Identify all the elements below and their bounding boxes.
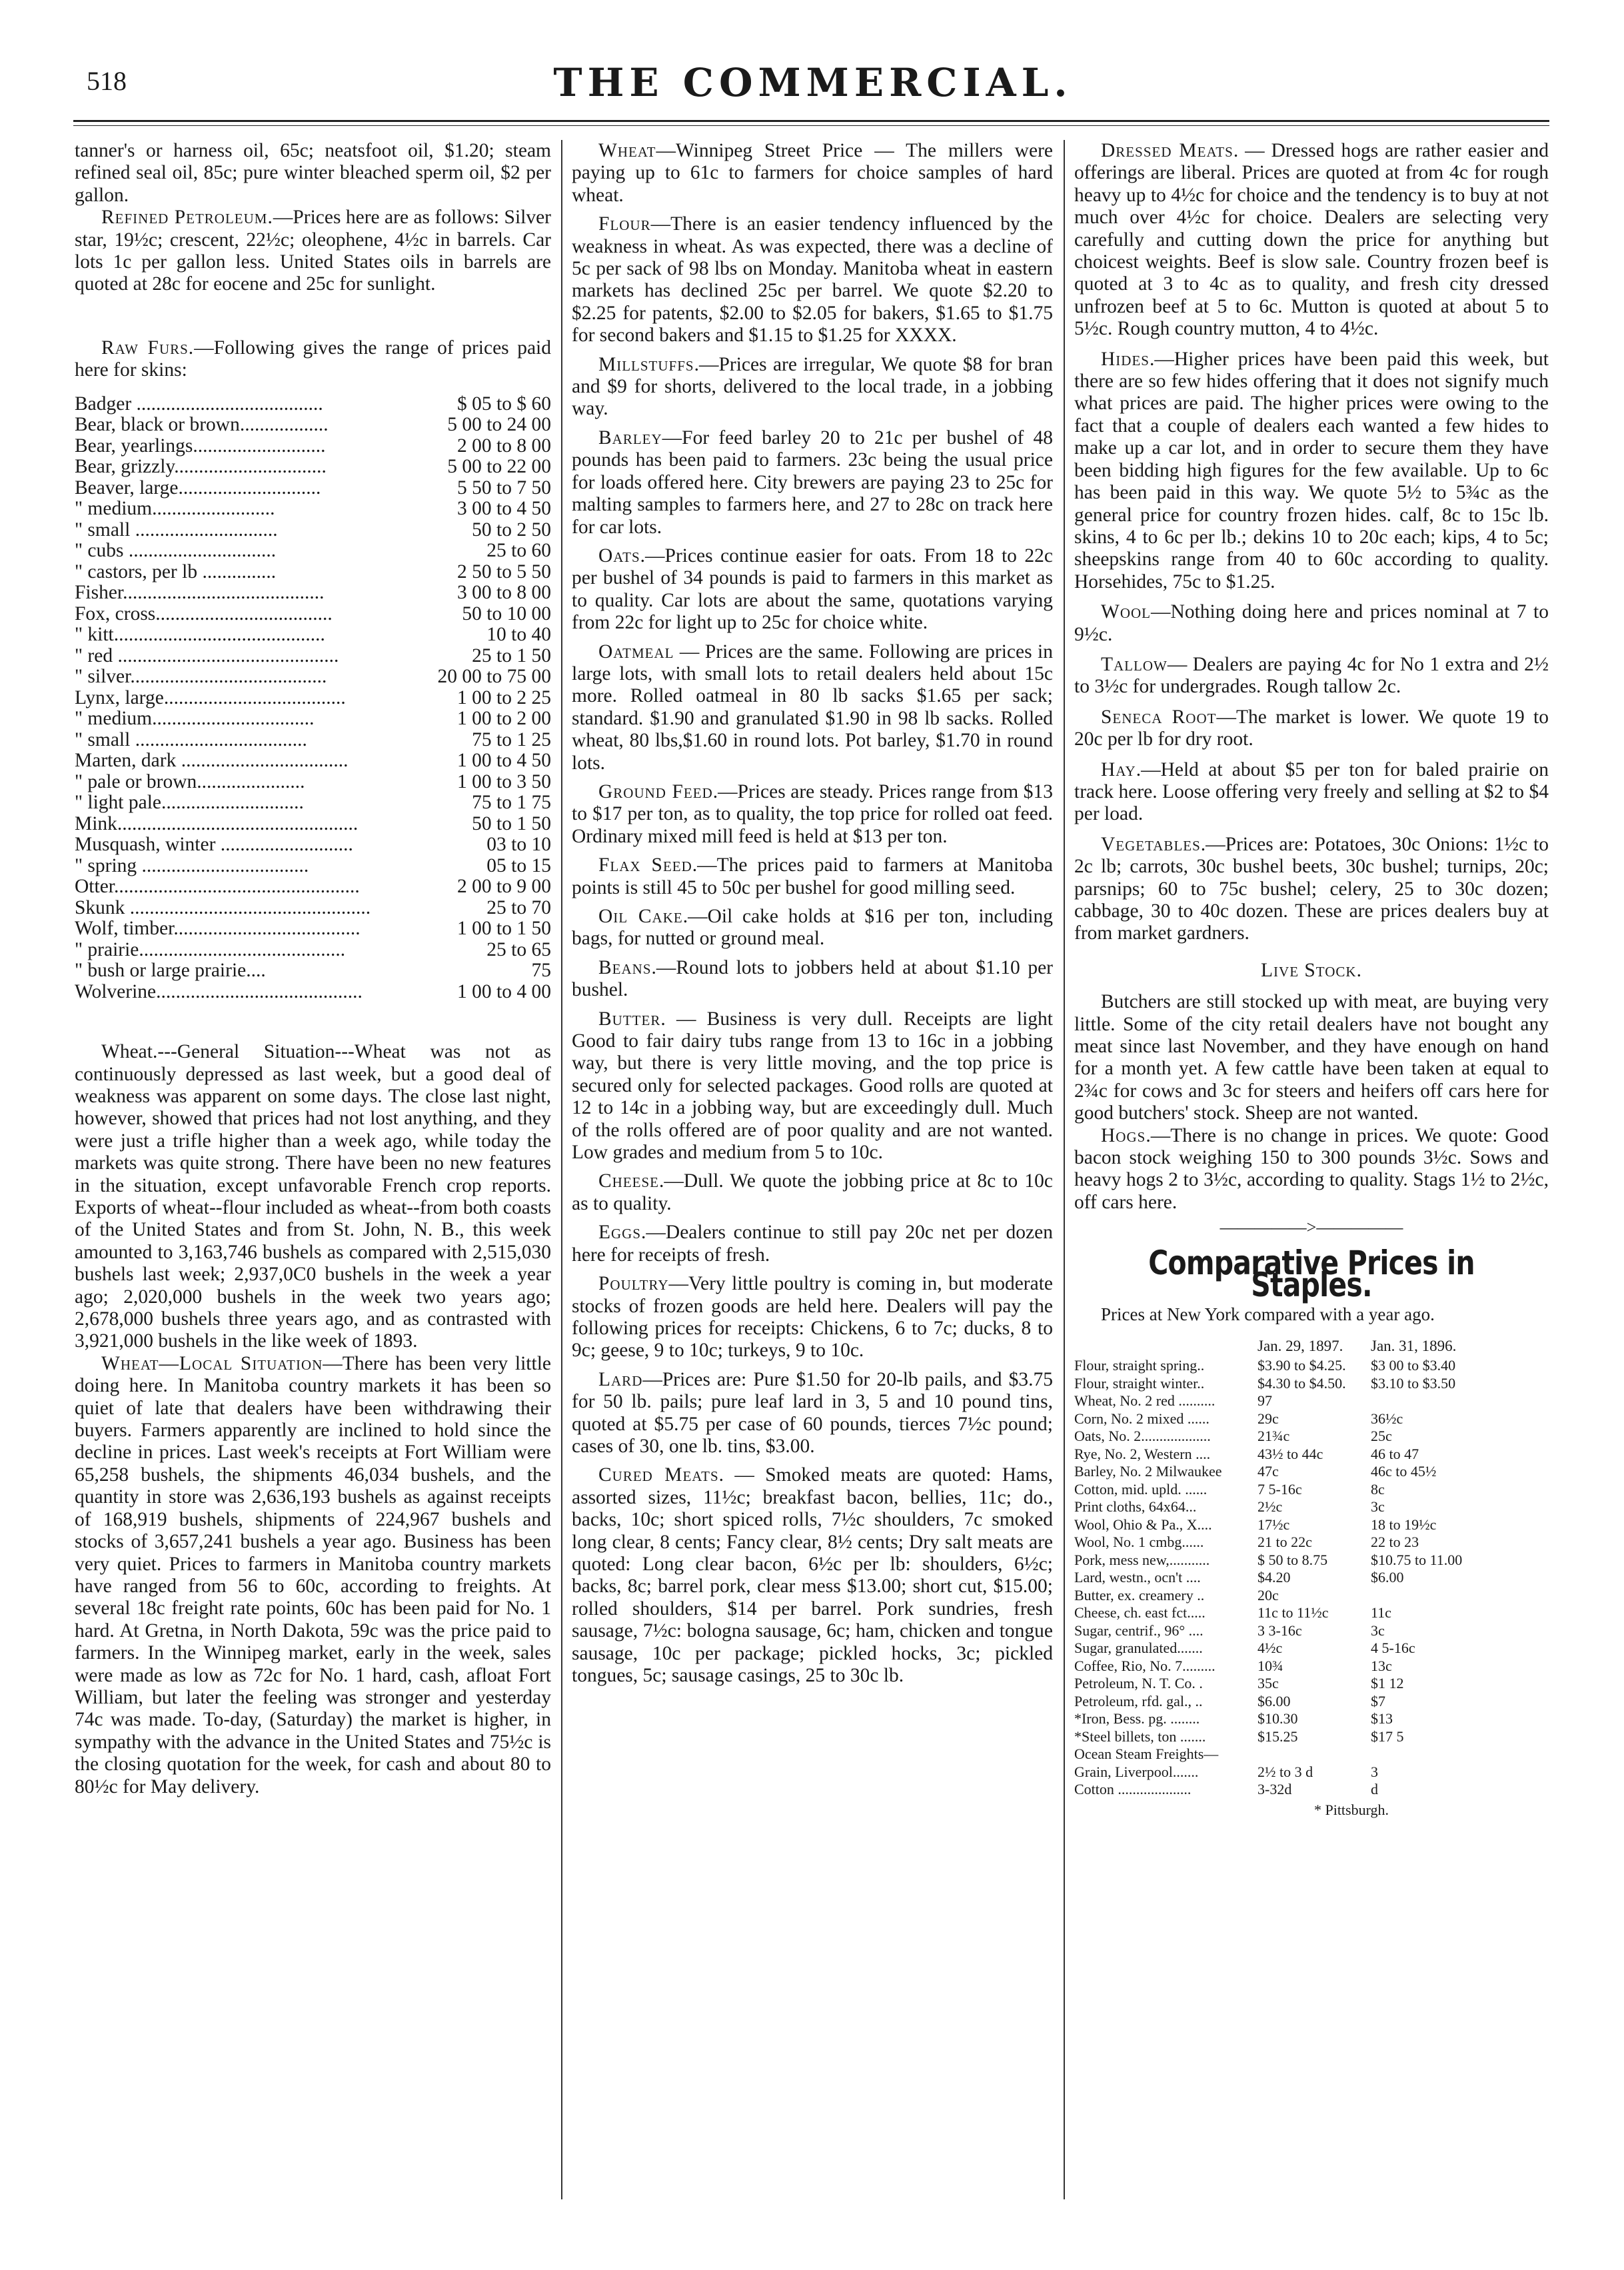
fur-price: 2 00 to 8 00 xyxy=(457,435,551,457)
staples-row xyxy=(1074,1375,1549,1393)
price-1897: 43½ to 44c xyxy=(1257,1445,1323,1462)
staples-col-1896: Jan. 31, 1896. xyxy=(1371,1337,1457,1354)
fur-price: 75 to 1 25 xyxy=(472,728,551,750)
section-heading: Barley xyxy=(598,427,662,449)
section-text: —Prices here are as follows: Silver star, 19½c; crescent, 22½c; oleophene, 4½c in barrels. Car lots 1c per gallon less. United States oils in barrels are quoted at 28c for eocene and 25c for sunlight. xyxy=(75,207,552,295)
price-1897: $4.30 to $4.50. xyxy=(1257,1374,1346,1392)
price-1897: 35c xyxy=(1257,1675,1279,1692)
price-1897: 10¾ xyxy=(1257,1657,1283,1674)
fur-name: Beaver, large............................. xyxy=(75,477,321,499)
price-1896: 4 5-16c xyxy=(1371,1640,1415,1657)
price-1896: $6.00 xyxy=(1371,1569,1404,1586)
price-1896: $3.10 to $3.50 xyxy=(1371,1374,1456,1392)
price-1896: $3 00 to $3.40 xyxy=(1371,1357,1456,1374)
furs-price-table xyxy=(75,394,551,1003)
fur-name: " cubs .............................. xyxy=(75,541,277,562)
market-paragraph xyxy=(1074,706,1549,751)
fur-row xyxy=(75,646,551,667)
section-heading: Poultry xyxy=(598,1273,669,1295)
staples-row xyxy=(1074,1428,1549,1446)
price-1896: $17 5 xyxy=(1371,1727,1404,1745)
section-heading: Raw Furs. xyxy=(101,337,195,359)
staple-item: Wheat, No. 2 red .......... xyxy=(1074,1392,1216,1410)
page-number: 518 xyxy=(87,66,127,96)
fur-name: Badger ...................................... xyxy=(75,393,323,415)
section-heading: Vegetables xyxy=(1101,833,1201,855)
fur-price: 2 50 to 5 50 xyxy=(457,561,551,582)
price-1896: 3 xyxy=(1371,1763,1378,1780)
market-paragraph xyxy=(572,1273,1053,1362)
staple-item: Barley, No. 2 Milwaukee xyxy=(1074,1463,1222,1480)
market-paragraph xyxy=(572,906,1053,950)
staple-item: Flour, straight spring.. xyxy=(1074,1357,1205,1374)
price-1897: 4½c xyxy=(1257,1640,1283,1657)
fur-price: 3 00 to 4 50 xyxy=(457,498,551,520)
section-text: . — Business is very dull. Receipts are light Good to fair dairy tubs range from 13 to 16c in a jobbing way, but there is very little moving, and the top price is secured only for selected packages. Good rolls are quoted at 12 to 14c in a jobbing way, but are exceedingly dull. Much of the rolls offered are of poor quality and are not wanted. Low grades and medium from 5 to 10c. xyxy=(572,1008,1053,1164)
fur-name: Bear, black or brown.................. xyxy=(75,415,329,436)
price-1897: $10.30 xyxy=(1257,1710,1298,1727)
fur-price: 20 00 to 75 00 xyxy=(437,666,551,688)
staples-row xyxy=(1074,1587,1549,1605)
staples-row xyxy=(1074,1410,1549,1428)
price-1896: 46c to 45½ xyxy=(1371,1463,1437,1480)
section-heading: Cheese xyxy=(598,1170,660,1192)
staple-item: Petroleum, rfd. gal., .. xyxy=(1074,1692,1203,1709)
market-paragraph xyxy=(572,427,1053,539)
fur-row xyxy=(75,624,551,646)
section-text: .—Prices are: Potatoes, 30c Onions: 1½c to 2c lb; carrots, 30c bushel beets, 30c bushel; turnips, 20c; parsnips; 60 to 75c bushel; celery, 25 to 30c dozen; cabbage, 30 to 40c dozen. These are prices dealers buy at from market gardners. xyxy=(1074,833,1549,944)
staples-row xyxy=(1074,1675,1549,1693)
staple-item: Rye, No. 2, Western .... xyxy=(1074,1445,1211,1462)
fur-price: 25 to 65 xyxy=(486,938,551,960)
section-text: —For feed barley 20 to 21c per bushel of 48 pounds has been paid to farmers. 23c being the usual price for loads offered here. City brewers are paying 23 to 25c for malting samples to farmers here, and 27 to 28c on track here for car lots. xyxy=(572,427,1053,538)
section-text: .—Held at about $5 per ton for baled prairie on track here. Loose offering very freely and selling at $2 to $4 per load. xyxy=(1074,758,1549,825)
section-heading: Oatmeal xyxy=(598,640,674,662)
price-1897: 21 to 22c xyxy=(1257,1534,1312,1551)
price-1897: 3 3-16c xyxy=(1257,1622,1302,1639)
fur-name: " medium................................. xyxy=(75,708,315,730)
staples-row xyxy=(1074,1693,1549,1711)
price-1897: 97 xyxy=(1257,1392,1272,1410)
fur-row xyxy=(75,688,551,709)
staples-row xyxy=(1074,1357,1549,1375)
fur-name: " prairie.......................................... xyxy=(75,939,346,960)
price-1897: $6.00 xyxy=(1257,1692,1291,1709)
price-1896: $1 12 xyxy=(1371,1675,1404,1692)
staple-item: Cotton .................... xyxy=(1074,1781,1192,1798)
price-1896: 22 to 23 xyxy=(1371,1534,1419,1551)
section-text: .—Higher prices have been paid this week, but there are so few hides offering that it does not signify much what prices are paid. The higher prices were owing to the fact that a couple of dealers each wanted a few hides to make up a car lot, and in order to secure them they have been bidding high figures for the few available. Up to 6c has been paid in this way. We quote 5½ to 5¾c as the general price for country frozen hides. calf, 8c to 15c lb. skins, 4 to 6c per lb.; dekins 10 to 20c each; kips, 4 to 5c; sheepskins range from 40 to 60c according to quality. Horsehides, 75c to $1.25. xyxy=(1074,348,1549,592)
price-1897: $15.25 xyxy=(1257,1727,1298,1745)
fur-row xyxy=(75,582,551,604)
fur-price: 75 xyxy=(531,960,551,982)
price-1896: 25c xyxy=(1371,1428,1392,1445)
separator-ornament: —————>————— xyxy=(1219,1218,1403,1238)
section-heading: Eggs xyxy=(598,1222,642,1244)
fur-price: 25 to 70 xyxy=(486,896,551,918)
column-divider xyxy=(561,140,562,2199)
section-heading: Hogs xyxy=(1101,1124,1146,1146)
fur-row xyxy=(75,499,551,520)
section-heading: Flour xyxy=(598,213,651,235)
price-1896 xyxy=(1371,1587,1457,1605)
market-paragraph xyxy=(1074,140,1549,341)
fur-name: Fisher......................................... xyxy=(75,582,325,604)
fur-row xyxy=(75,562,551,583)
staples-row xyxy=(1074,1516,1549,1534)
column-2 xyxy=(572,140,1053,1694)
fur-price: 1 00 to 4 50 xyxy=(457,750,551,772)
price-1896: 3c xyxy=(1371,1498,1385,1516)
staple-item: Cheese, ch. east fct..... xyxy=(1074,1604,1206,1622)
staples-row xyxy=(1074,1498,1549,1516)
fur-name: " silver........................................ xyxy=(75,666,327,688)
price-1896: $10.75 to 11.00 xyxy=(1371,1551,1463,1568)
fur-price: 1 00 to 3 50 xyxy=(457,770,551,792)
fur-price: 50 to 2 50 xyxy=(472,519,551,541)
section-text: .—There is no change in prices. We quote: Good bacon stock weighing 150 to 300 pounds 3½c. Sows and heavy hogs 2 to 3½c, according to quality. Stags 1½ to 2½c, off cars here. xyxy=(1074,1124,1549,1213)
price-1896: 46 to 47 xyxy=(1371,1445,1419,1462)
section-heading: Oats xyxy=(598,545,640,567)
fur-row xyxy=(75,730,551,751)
price-1897: 47c xyxy=(1257,1463,1279,1480)
fur-row xyxy=(75,478,551,499)
fur-price: 2 00 to 9 00 xyxy=(457,876,551,898)
fur-price: 5 00 to 24 00 xyxy=(447,414,551,436)
section-heading: Refined Petroleum. xyxy=(101,207,273,229)
staple-item: *Iron, Bess. pg. ........ xyxy=(1074,1710,1200,1727)
fur-name: " kitt........................................... xyxy=(75,624,325,646)
fur-name: Otter.................................................. xyxy=(75,876,360,898)
fur-price: 5 50 to 7 50 xyxy=(457,477,551,499)
staple-item: Pork, mess new,........... xyxy=(1074,1551,1210,1568)
price-1897: 11c to 11½c xyxy=(1257,1604,1329,1622)
section-text: —There has been very little doing here. In Manitoba country markets it has been so quiet of late that dealers have been withdrawing their buyers. Farmers apparently are inclined to hold since the decline in prices. Last week's receipts at Fort William were 65,258 bushels, the shipments 46,034 bushels, and the quantity in store was 2,636,193 bushels as against receipts of 168,919 bushels, shipments of 224,967 bushels and stocks of 3,657,241 bushels a year ago. Business has been very quiet. Prices to farmers in Manitoba country markets have ranged from 56 to 60c, according to freights. At several 18c freight rate points, 60c has been paid for No. 1 hard. At Gretna, in North Dakota, 59c was the price paid to farmers. In the Winnipeg market, early in the week, sales were made as low as 72c for No. 1 hard, cash, afloat Fort William, but later the feeling was stronger and yesterday 74c was made. To-day, (Saturday) the market is higher, in sympathy with the advance in the United States and 75½c is the closing quotation for the week, for cash and about 80 to 80½c for May delivery. xyxy=(75,1352,551,1797)
section-heading: Hay xyxy=(1101,758,1136,780)
staple-item: Corn, No. 2 mixed ...... xyxy=(1074,1410,1210,1427)
staples-row xyxy=(1074,1392,1549,1410)
column-1 xyxy=(75,140,551,1798)
fur-row xyxy=(75,436,551,457)
column-3 xyxy=(1074,140,1549,1821)
staples-row xyxy=(1074,1745,1549,1763)
header-rule-thin xyxy=(73,125,1549,126)
fur-price: 25 to 60 xyxy=(486,540,551,562)
staple-item: Wool, Ohio & Pa., X.... xyxy=(1074,1516,1212,1533)
fur-row xyxy=(75,940,551,961)
section-heading: Beans xyxy=(598,956,652,978)
fur-price: 1 00 to 2 00 xyxy=(457,708,551,730)
staples-row xyxy=(1074,1569,1549,1587)
section-heading: Dressed Meats xyxy=(1101,140,1233,161)
fur-name: " medium......................... xyxy=(75,499,275,520)
section-text: —Following gives the range of prices paid here for skins: xyxy=(75,337,551,381)
price-1896: 18 to 19½c xyxy=(1371,1516,1437,1533)
staples-row xyxy=(1074,1446,1549,1464)
fur-name: Wolverine.......................................... xyxy=(75,981,363,1002)
section-text: —Winnipeg Street Price — The millers were paying up to 61c to farmers for choice samples of hard wheat. xyxy=(572,140,1053,206)
fur-name: Marten, dark .................................. xyxy=(75,750,349,772)
price-1897: $ 50 to 8.75 xyxy=(1257,1551,1328,1568)
staples-table xyxy=(1074,1357,1549,1799)
market-notes xyxy=(1074,140,1549,945)
column-divider xyxy=(1064,140,1065,2199)
section-text: .—Dealers continue to still pay 20c net per dozen here for receipts of fresh. xyxy=(572,1222,1053,1266)
staples-row xyxy=(1074,1552,1549,1570)
market-paragraph xyxy=(572,1369,1053,1458)
price-1897: 29c xyxy=(1257,1410,1279,1427)
section-heading: Wheat xyxy=(598,140,656,161)
fur-name: " pale or brown...................... xyxy=(75,771,305,792)
fur-price: 05 to 15 xyxy=(486,854,551,876)
staple-item: Oats, No. 2................... xyxy=(1074,1428,1211,1445)
market-paragraph xyxy=(572,781,1053,848)
live-stock-paragraph: Butchers are still stocked up with meat, are buying very little. Some of the city retail dealers have not bought any meat since last November, and they have enough on hand for a month yet. A few cattle have been taken at equal to 2¾c for cows and 3c for steers and heifers off cars here for good butchers' stock. Sheep are not wanted. xyxy=(1074,991,1549,1124)
fur-price: 50 to 1 50 xyxy=(472,812,551,834)
price-1897: $4.20 xyxy=(1257,1569,1291,1586)
wheat-general-paragraph: Wheat.---General Situation---Wheat was not as continuously depressed as last week, but a good deal of weakness was apparent on some days. The close last night, however, showed that prices had not lost anything, and they were just a trifle higher than a week ago, while today the markets was quite strong. There have been no new features in the situation, except unfavorable French crop reports. Exports of wheat--flour included as wheat--from both coasts of the United States and from St. John, N. B., this week amounted to 3,163,746 bushels as compared with 2,515,030 bushels last week; 2,937,0C0 bushels in the week a year ago; 2,020,000 bushels in the week two years ago; 2,678,000 bushels three years ago, and as contrasted with 3,921,000 bushels in the like week of 1893. xyxy=(75,1041,551,1352)
section-text: —Very little poultry is coming in, but moderate stocks of frozen goods are held here. Dealers will pay the following prices for receipts: Chickens, 6 to 7c; ducks, 8 to 9c; geese, 9 to 10c; turkeys, 9 to 10c. xyxy=(572,1273,1053,1362)
fur-row xyxy=(75,415,551,436)
fur-price: $ 05 to $ 60 xyxy=(457,393,551,415)
staple-item: Flour, straight winter.. xyxy=(1074,1374,1205,1392)
market-paragraph xyxy=(1074,759,1549,826)
staples-row xyxy=(1074,1463,1549,1481)
fur-row xyxy=(75,918,551,940)
fur-name: " light pale............................. xyxy=(75,792,304,814)
fur-name: " castors, per lb ............... xyxy=(75,561,277,582)
fur-price: 1 00 to 4 00 xyxy=(457,980,551,1002)
section-heading: Wheat—Local Situation xyxy=(101,1352,323,1374)
section-heading: Cured Meats xyxy=(598,1464,719,1486)
fur-row xyxy=(75,541,551,562)
price-1897: 20c xyxy=(1257,1586,1279,1604)
section-heading: Seneca Root xyxy=(1101,706,1217,728)
fur-name: " small ............................. xyxy=(75,519,278,541)
section-text: .—Oil cake holds at $16 per ton, including bags, for nutted or ground meal. xyxy=(572,906,1053,950)
fur-row xyxy=(75,792,551,814)
fur-name: " spring .................................. xyxy=(75,855,309,876)
section-text: .—Prices continue easier for oats. From 18 to 22c per bushel of 34 pounds is paid to farmers in this market as to quality. Car lots are about the same, quotations varying from 22c for light up to 25c for choice white. xyxy=(572,545,1053,634)
staple-item: Coffee, Rio, No. 7......... xyxy=(1074,1657,1216,1674)
staple-item: Cotton, mid. upld. ...... xyxy=(1074,1480,1208,1498)
fur-price: 10 to 40 xyxy=(486,624,551,646)
fur-name: Bear, yearlings........................... xyxy=(75,435,326,457)
fur-row xyxy=(75,604,551,625)
section-text: —Nothing doing here and prices nominal at 7 to 9½c. xyxy=(1074,601,1549,645)
price-1897 xyxy=(1257,1745,1371,1763)
staple-item: Butter, ex. creamery .. xyxy=(1074,1586,1205,1604)
section-heading: Ground Feed xyxy=(598,780,713,802)
section-text: — Prices are the same. Following are prices in large lots, with small lots to retail dealers held about 15c more. Rolled oatmeal in 80 lb sacks $1.65 per sack; standard. $1.90 and granulated $1.90 in 98 lb sacks. Rolled wheat, 80 lbs,$1.60 in round lots. Pot barley, $1.70 in round lots. xyxy=(572,640,1053,774)
fur-row xyxy=(75,856,551,877)
section-text: . — Smoked meats are quoted: Hams, assorted sizes, 11½c; breakfast bacon, bellies, 11c; do., backs, 10c; short spiced rolls, 7½c shoulders, 7c smoked long clear, 8 cents; Fancy clear, 8½ cents; Dry salt meats are quoted: Long clear bacon, 6½c per lb: shoulders, 6½c; backs, 8c; barrel pork, clear mess $13.00; short cut, $15.00; rolled shoulders, $14 per barrel. Pork sundries, fresh sausage, 7½c: bologna sausage, 6c; ham, chicken and tongue sausage, 10c per package; pickled hocks, 3c; pickled tongues, 5c; sausage casings, 25 to 30c lb. xyxy=(572,1464,1054,1686)
section-heading: Flax Seed xyxy=(598,854,692,876)
price-1897: 7 5-16c xyxy=(1257,1480,1302,1498)
fur-row xyxy=(75,666,551,688)
staples-footnote: * Pittsburgh. xyxy=(1313,1801,1389,1818)
fur-price: 50 to 10 00 xyxy=(462,602,551,624)
section-text: .—Prices are irregular, We quote $8 for bran and $9 for shorts, delivered to the local trade, in a jobbing way. xyxy=(572,353,1053,420)
price-1896: $13 xyxy=(1371,1710,1393,1727)
price-1897: 3-32d xyxy=(1257,1781,1292,1798)
market-paragraph xyxy=(572,957,1053,1002)
section-text: . — Dressed hogs are rather easier and offerings are liberal. Prices are quoted at from 4c for rough heavy up to 4½c for choice and the tendency is to buy at not much over 4½c for choice. Dealers are selecting very carefully and cutting down the price for anything but choicest weights. Beef is slow sale. Country frozen beef is quoted at 3 to 4c as to quality, and fresh city dressed unfrozen beef at 5 to 6c. Mutton is quoted at about 5 to 5½c. Rough country mutton, 4 to 4½c. xyxy=(1074,140,1549,340)
price-1897: 2½c xyxy=(1257,1498,1283,1516)
fur-name: Fox, cross.................................... xyxy=(75,603,333,624)
live-stock-title: Live Stock. xyxy=(1261,959,1362,981)
fur-row xyxy=(75,708,551,730)
price-1896 xyxy=(1371,1392,1457,1410)
staples-row xyxy=(1074,1728,1549,1746)
staple-item: Grain, Liverpool....... xyxy=(1074,1763,1199,1780)
staples-row xyxy=(1074,1640,1549,1658)
staples-row xyxy=(1074,1534,1549,1552)
fur-row xyxy=(75,457,551,478)
fur-row xyxy=(75,772,551,793)
price-1897: $3.90 to $4.25. xyxy=(1257,1357,1346,1374)
header-rule xyxy=(73,120,1549,122)
market-paragraph xyxy=(1074,834,1549,945)
staple-item: Sugar, centrif., 96° .... xyxy=(1074,1622,1204,1639)
price-1897: 2½ to 3 d xyxy=(1257,1763,1313,1780)
fur-row xyxy=(75,750,551,772)
staples-intro: Prices at New York compared with a year ago. xyxy=(1101,1304,1435,1324)
fur-row xyxy=(75,814,551,835)
price-1896: 13c xyxy=(1371,1657,1392,1674)
fur-name: Bear, grizzly............................... xyxy=(75,457,327,478)
page-header xyxy=(73,60,1553,113)
staples-col-1897: Jan. 29, 1897. xyxy=(1257,1337,1343,1354)
market-paragraph xyxy=(572,140,1053,207)
market-paragraph xyxy=(1074,654,1549,698)
staples-row xyxy=(1074,1481,1549,1499)
fur-name: " bush or large prairie.... xyxy=(75,960,266,982)
fur-price: 1 00 to 2 25 xyxy=(457,686,551,708)
staples-row xyxy=(1074,1622,1549,1640)
section-heading: Butter xyxy=(598,1008,661,1030)
wheat-local-paragraph xyxy=(75,1353,551,1798)
section-heading: Millstuffs xyxy=(598,353,694,375)
section-text: — Dealers are paying 4c for No 1 extra and 2½ to 3½c for undergrades. Rough tallow 2c. xyxy=(1074,653,1549,698)
staples-row xyxy=(1074,1781,1549,1799)
market-paragraph xyxy=(572,545,1053,634)
staples-row xyxy=(1074,1658,1549,1676)
section-text: —There is an easier tendency influenced by the weakness in wheat. As was expected, there was a decline of 5c per sack of 98 lbs on Monday. Manitoba wheat in eastern markets has declined 25c per barrel. We quote $2.20 to $2.25 for patents, $2.00 to $2.05 for bakers, $1.65 to $1.75 for second bakers and $1.15 to $1.25 for XXXX. xyxy=(572,213,1053,347)
price-1896: 8c xyxy=(1371,1480,1385,1498)
price-1896: 3c xyxy=(1371,1622,1385,1639)
fur-row xyxy=(75,394,551,415)
market-paragraph xyxy=(572,1222,1053,1266)
staples-row xyxy=(1074,1763,1549,1781)
fur-name: " red ............................................. xyxy=(75,645,339,666)
section-text: .—Prices are steady. Prices range from $13 to $17 per ton, as to quality, the top price for rolled oat feed. Ordinary mixed mill feed is held at $13 per ton. xyxy=(572,780,1054,847)
staple-item: Sugar, granulated....... xyxy=(1074,1640,1203,1657)
fur-price: 3 00 to 8 00 xyxy=(457,582,551,604)
fur-name: Mink................................................. xyxy=(75,813,359,834)
market-paragraph xyxy=(572,1464,1053,1687)
section-heading: Wool xyxy=(1101,601,1152,623)
market-paragraph xyxy=(572,213,1053,347)
section-heading: Hides xyxy=(1101,348,1150,370)
market-paragraph xyxy=(1074,349,1549,593)
price-1896 xyxy=(1371,1745,1457,1763)
section-text: —The market is lower. We quote 19 to 20c per lb for dry root. xyxy=(1074,706,1549,750)
section-text: .—The prices paid to farmers at Manitoba points is still 45 to 50c per bushel for good milling seed. xyxy=(572,854,1053,898)
section-text: —Prices are: Pure $1.50 for 20-lb pails, and $3.75 for 50 lb. pails; pure leaf lard in 3, 5 and 10 pound tins, quoted at $5.75 per case of 60 pounds, tierces 7½c pound; cases of 30, one lb. tins, $3.00. xyxy=(572,1368,1053,1457)
oils-paragraph: tanner's or harness oil, 65c; neatsfoot oil, $1.20; steam refined seal oil, 85c; pure winter bleached sperm oil, $2 per gallon. xyxy=(75,140,551,206)
staple-item: Print cloths, 64x64... xyxy=(1074,1498,1197,1516)
market-paragraph xyxy=(572,1170,1053,1215)
fur-row xyxy=(75,520,551,541)
refined-petroleum-paragraph xyxy=(75,207,551,296)
staples-row xyxy=(1074,1604,1549,1622)
fur-name: Wolf, timber...................................... xyxy=(75,918,361,940)
staple-item: Lard, westn., ocn't .... xyxy=(1074,1569,1201,1586)
market-paragraph xyxy=(572,854,1053,899)
fur-price: 5 00 to 22 00 xyxy=(447,456,551,478)
fur-row xyxy=(75,960,551,982)
section-heading: Lard xyxy=(598,1368,643,1390)
market-paragraph xyxy=(572,354,1053,421)
section-heading: Tallow xyxy=(1101,653,1168,675)
staple-item: *Steel billets, ton ....... xyxy=(1074,1727,1206,1745)
section-text: .—Dull. We quote the jobbing price at 8c to 10c as to quality. xyxy=(572,1170,1053,1214)
price-1897: 21¾c xyxy=(1257,1428,1290,1445)
staples-row xyxy=(1074,1710,1549,1728)
fur-price: 25 to 1 50 xyxy=(472,644,551,666)
fur-price: 1 00 to 1 50 xyxy=(457,918,551,940)
fur-row xyxy=(75,876,551,898)
market-paragraph xyxy=(572,641,1053,774)
price-1896: d xyxy=(1371,1781,1378,1798)
staple-item: Petroleum, N. T. Co. . xyxy=(1074,1675,1203,1692)
staples-header-row xyxy=(1074,1335,1549,1357)
fur-row xyxy=(75,898,551,919)
price-1896: $7 xyxy=(1371,1692,1385,1709)
fur-price: 75 to 1 75 xyxy=(472,792,551,814)
fur-row xyxy=(75,982,551,1003)
fur-name: Musquash, winter ........................... xyxy=(75,834,353,856)
section-heading: Oil Cake xyxy=(598,906,683,927)
fur-price: 03 to 10 xyxy=(486,834,551,856)
price-1896: 11c xyxy=(1371,1604,1391,1622)
staples-title: Comparative Prices in Staples. xyxy=(1148,1243,1475,1305)
market-paragraph xyxy=(572,1008,1053,1164)
staple-item: Ocean Steam Freights— xyxy=(1074,1745,1219,1763)
price-1897: 17½c xyxy=(1257,1516,1290,1533)
fur-row xyxy=(75,834,551,856)
raw-furs-paragraph xyxy=(75,337,551,382)
staple-item: Wool, No. 1 cmbg...... xyxy=(1074,1534,1204,1551)
fur-name: Lynx, large..................................... xyxy=(75,687,346,708)
fur-name: " small ................................... xyxy=(75,729,307,750)
section-text: .—Round lots to jobbers held at about $1.10 per bushel. xyxy=(572,956,1053,1001)
fur-name: Skunk ................................................. xyxy=(75,897,371,918)
price-1896: 36½c xyxy=(1371,1410,1403,1427)
market-paragraph xyxy=(1074,601,1549,646)
masthead: THE COMMERCIAL. xyxy=(553,60,1073,105)
hogs-paragraph xyxy=(1074,1125,1549,1214)
